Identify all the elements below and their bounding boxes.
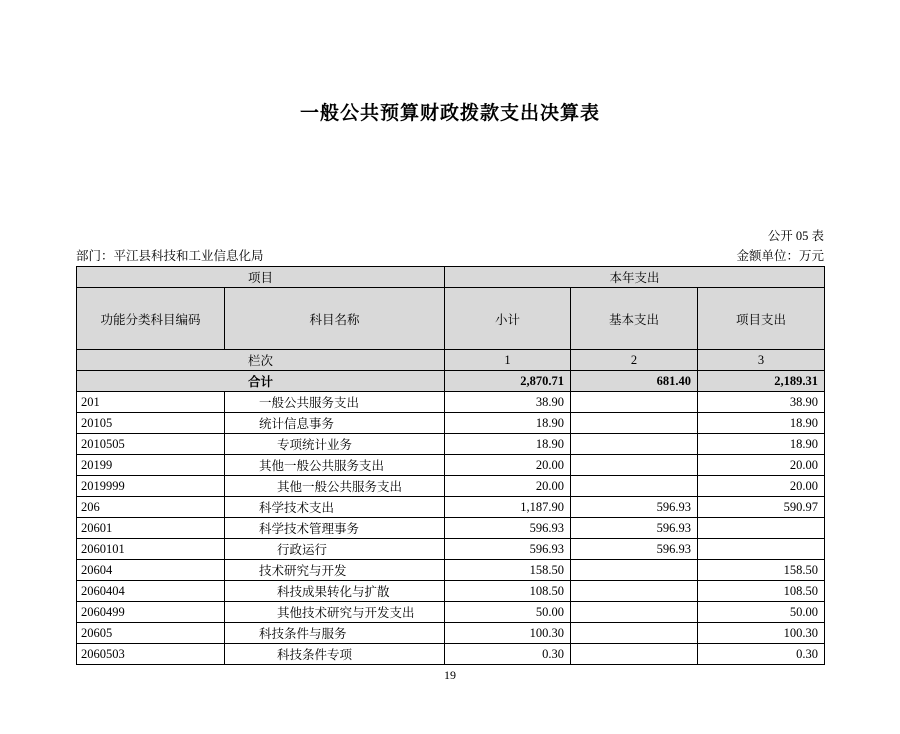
cell-code: 20604 xyxy=(77,560,225,581)
cell-subtotal: 38.90 xyxy=(445,392,571,413)
total-basic: 681.40 xyxy=(571,371,698,392)
cell-subtotal: 100.30 xyxy=(445,623,571,644)
cell-basic xyxy=(571,455,698,476)
cell-subtotal: 20.00 xyxy=(445,476,571,497)
table-row xyxy=(77,497,825,518)
cell-subtotal: 0.30 xyxy=(445,644,571,665)
table-column-header-row xyxy=(77,288,825,350)
cell-project: 590.97 xyxy=(698,497,825,518)
column-index-label: 栏次 xyxy=(77,350,445,371)
cell-project: 0.30 xyxy=(698,644,825,665)
cell-code: 2010505 xyxy=(77,434,225,455)
cell-project xyxy=(698,539,825,560)
total-label: 合计 xyxy=(77,371,445,392)
group-header-item: 项目 xyxy=(77,267,445,288)
column-index-3: 3 xyxy=(698,350,825,371)
cell-basic: 596.93 xyxy=(571,518,698,539)
table-row xyxy=(77,602,825,623)
page-title: 一般公共预算财政拨款支出决算表 xyxy=(299,103,600,124)
cell-basic xyxy=(571,644,698,665)
cell-subtotal: 1,187.90 xyxy=(445,497,571,518)
cell-name: 统计信息事务 xyxy=(225,413,445,434)
cell-name: 专项统计业务 xyxy=(225,434,445,455)
department-label: 部门：平江县科技和工业信息化局 xyxy=(76,249,264,263)
cell-project: 50.00 xyxy=(698,602,825,623)
cell-project: 20.00 xyxy=(698,476,825,497)
meta-row xyxy=(76,246,824,264)
cell-name: 科技条件与服务 xyxy=(225,623,445,644)
table-body xyxy=(77,392,825,665)
cell-name: 其他一般公共服务支出 xyxy=(225,476,445,497)
table-row xyxy=(77,455,825,476)
column-header-project: 项目支出 xyxy=(698,288,825,350)
cell-name: 其他技术研究与开发支出 xyxy=(225,602,445,623)
cell-code: 20601 xyxy=(77,518,225,539)
cell-name: 科技条件专项 xyxy=(225,644,445,665)
cell-subtotal: 596.93 xyxy=(445,518,571,539)
cell-subtotal: 20.00 xyxy=(445,455,571,476)
cell-code: 206 xyxy=(77,497,225,518)
cell-project: 18.90 xyxy=(698,434,825,455)
document-page xyxy=(0,98,900,734)
total-subtotal: 2,870.71 xyxy=(445,371,571,392)
cell-code: 20605 xyxy=(77,623,225,644)
cell-basic xyxy=(571,476,698,497)
cell-code: 201 xyxy=(77,392,225,413)
cell-name: 其他一般公共服务支出 xyxy=(225,455,445,476)
cell-name: 行政运行 xyxy=(225,539,445,560)
cell-basic xyxy=(571,413,698,434)
cell-code: 20105 xyxy=(77,413,225,434)
cell-project: 100.30 xyxy=(698,623,825,644)
cell-basic xyxy=(571,434,698,455)
column-header-code: 功能分类科目编码 xyxy=(77,288,225,350)
table-row xyxy=(77,644,825,665)
cell-code: 20199 xyxy=(77,455,225,476)
table-group-header-row xyxy=(77,267,825,288)
table-column-index-row xyxy=(77,350,825,371)
table-row xyxy=(77,413,825,434)
table-row xyxy=(77,518,825,539)
column-header-name: 科目名称 xyxy=(225,288,445,350)
table-total-row xyxy=(77,371,825,392)
cell-basic xyxy=(571,581,698,602)
total-project: 2,189.31 xyxy=(698,371,825,392)
cell-basic: 596.93 xyxy=(571,539,698,560)
budget-table xyxy=(76,266,825,665)
cell-project xyxy=(698,518,825,539)
cell-project: 20.00 xyxy=(698,455,825,476)
cell-subtotal: 108.50 xyxy=(445,581,571,602)
table-row xyxy=(77,392,825,413)
cell-name: 一般公共服务支出 xyxy=(225,392,445,413)
cell-basic xyxy=(571,602,698,623)
amount-unit-label: 金额单位：万元 xyxy=(736,249,824,263)
cell-basic xyxy=(571,392,698,413)
cell-subtotal: 18.90 xyxy=(445,434,571,455)
cell-basic xyxy=(571,623,698,644)
table-row xyxy=(77,581,825,602)
cell-basic: 596.93 xyxy=(571,497,698,518)
table-row xyxy=(77,623,825,644)
table-row xyxy=(77,434,825,455)
cell-name: 技术研究与开发 xyxy=(225,560,445,581)
cell-project: 38.90 xyxy=(698,392,825,413)
table-row xyxy=(77,476,825,497)
column-index-2: 2 xyxy=(571,350,698,371)
sheet-code: 公开 05 表 xyxy=(767,229,824,243)
cell-project: 158.50 xyxy=(698,560,825,581)
cell-code: 2060503 xyxy=(77,644,225,665)
cell-code: 2060101 xyxy=(77,539,225,560)
cell-name: 科学技术支出 xyxy=(225,497,445,518)
cell-subtotal: 596.93 xyxy=(445,539,571,560)
column-index-1: 1 xyxy=(445,350,571,371)
page-number: 19 xyxy=(444,668,456,682)
cell-name: 科学技术管理事务 xyxy=(225,518,445,539)
cell-project: 108.50 xyxy=(698,581,825,602)
cell-subtotal: 18.90 xyxy=(445,413,571,434)
group-header-current-year: 本年支出 xyxy=(445,267,825,288)
budget-table-wrapper xyxy=(76,266,824,665)
cell-code: 2019999 xyxy=(77,476,225,497)
table-row xyxy=(77,539,825,560)
cell-code: 2060499 xyxy=(77,602,225,623)
cell-project: 18.90 xyxy=(698,413,825,434)
cell-code: 2060404 xyxy=(77,581,225,602)
column-header-subtotal: 小计 xyxy=(445,288,571,350)
table-row xyxy=(77,560,825,581)
column-header-basic: 基本支出 xyxy=(571,288,698,350)
cell-subtotal: 50.00 xyxy=(445,602,571,623)
cell-name: 科技成果转化与扩散 xyxy=(225,581,445,602)
cell-basic xyxy=(571,560,698,581)
cell-subtotal: 158.50 xyxy=(445,560,571,581)
